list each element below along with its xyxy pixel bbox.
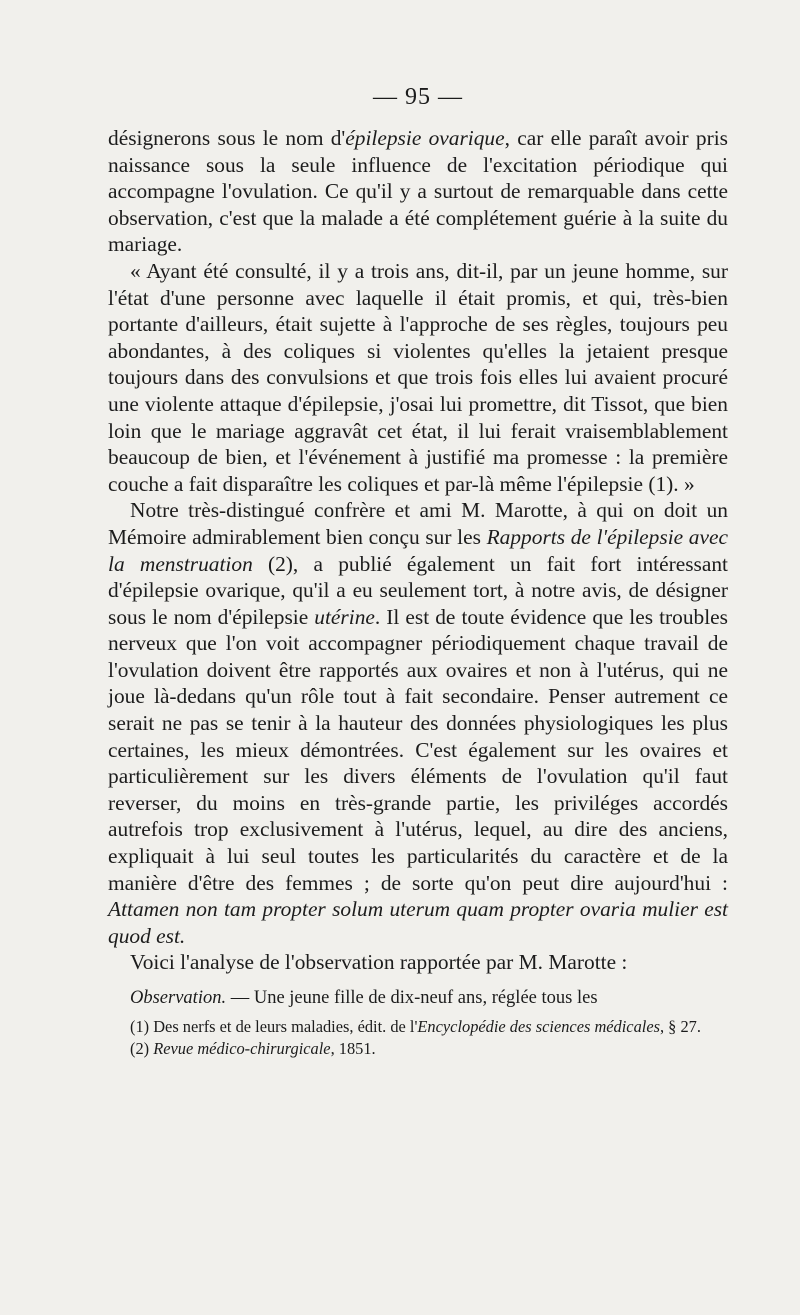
- italic-term: utérine: [314, 604, 375, 629]
- text-run: (2), a publié également un fait fort intéressant d'épilepsie ovarique, qu'il a eu seulement tort, à notre avis, de désigner sous le nom d'épilepsie: [108, 551, 728, 629]
- paragraph-1: [108, 125, 728, 258]
- paragraph-4: [108, 949, 728, 976]
- footnotes: [108, 1016, 728, 1060]
- body-text: [108, 125, 728, 1010]
- observation-line: [108, 986, 728, 1010]
- text-run: « Ayant été consulté, il y a trois ans, dit-il, par un jeune homme, sur l'état d'une personne avec laquelle il était promis, et qui, très-bien portante d'ailleurs, était sujette à l'approche de ses règles, toujours peu abondantes, à des coliques si violentes qu'elles la jetaient presque toujours dans des convulsions et que trois fois elles lui avaient procuré une violente attaque d'épilepsie, j'osai lui promettre, dit Tissot, que bien loin que le mariage aggravât cet état, il lui ferait vraisemblablement beaucoup de bien, et l'événement à justifié ma promesse : la première couche a fait disparaître les coliques et par-là même l'épilepsie (1). »: [108, 258, 728, 496]
- book-page: [108, 84, 728, 1060]
- paragraph-3: [108, 497, 728, 949]
- text-run: , § 27.: [659, 1017, 701, 1036]
- italic-title: Revue médico-chirurgicale: [153, 1039, 331, 1058]
- paragraph-2-quote: [108, 258, 728, 497]
- text-run: Notre très-distingué confrère et ami M. Marotte, à qui on doit un Mémoire admirablement bien conçu sur les: [108, 498, 728, 549]
- footnote-1: [108, 1016, 728, 1038]
- observation-label: Observation.: [130, 988, 227, 1008]
- observation-text: — Une jeune fille de dix-neuf ans, réglée tous les: [226, 988, 598, 1008]
- page-number: — 95 —: [373, 84, 463, 110]
- text-run: . Il est de toute évidence que les troubles nerveux que l'on voit accompagner périodiquement chaque travail de l'ovulation doivent être rapportés aux ovaires et non à l'utérus, qui ne joue là-dedans qu'un rôle tout à fait secondaire. Penser autrement ce serait ne pas se tenir à la hauteur des données physiologiques les plus certaines, les mieux démontrées. C'est également sur les ovaires et particulièrement sur les divers éléments de l'ovulation qu'il faut reverser, du moins en très-grande partie, les priviléges accordés autrefois trop exclusivement à l'utérus, lequel, au dire des anciens, expliquait à lui seul toutes les particularités du caractère et de la manière d'être des femmes ; de sorte qu'on peut dire aujourd'hui :: [108, 604, 728, 895]
- text-run: (2): [130, 1039, 154, 1058]
- italic-term: épilepsie ovarique: [345, 126, 505, 150]
- latin-quote: Attamen non tam propter solum uterum quam propter ovaria mulier est quod est.: [108, 897, 728, 948]
- text-run: , 1851.: [330, 1039, 376, 1058]
- text-run: Voici l'analyse de l'observation rapportée par M. Marotte :: [130, 950, 628, 975]
- text-run: , car elle paraît avoir pris naissance sous la seule influence de l'excitation périodique qui accompagne l'ovulation. Ce qu'il y a surtout de remarquable dans cette observation, c'est que la malade a été complétement guérie à la suite du mariage.: [108, 126, 728, 257]
- text-run: désignerons sous le nom d': [108, 126, 346, 150]
- footnote-2: [108, 1038, 728, 1060]
- italic-title: Rapports de l'épilepsie avec la menstruation: [108, 524, 728, 576]
- italic-title: Encyclopédie des sciences médicales: [417, 1017, 660, 1036]
- text-run: (1) Des nerfs et de leurs maladies, édit. de l': [130, 1017, 418, 1036]
